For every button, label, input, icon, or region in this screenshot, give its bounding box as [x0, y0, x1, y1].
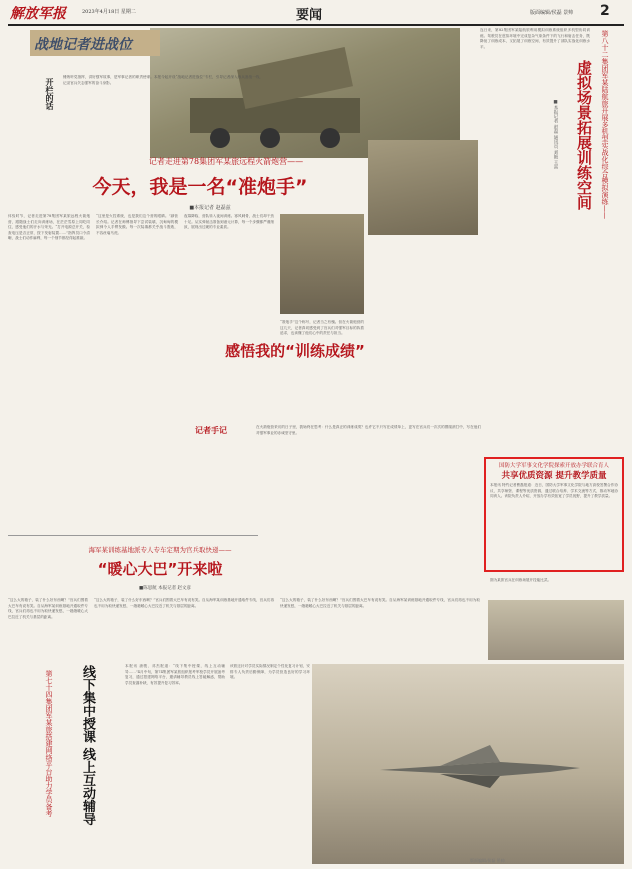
photo-caption: 图为某旅官兵在训练场展开技能比武。 [490, 578, 552, 582]
side-story-body: 连日来，第82集团军某陆航旅利用模拟训练系统组织多机型协同训练。驾驶员在虚拟环境中完成复杂气象条件下的飞行和射击任务，既降低了训练成本，又拓展了训练空间，有效提升了部队实战化训练水平。 [480, 28, 590, 49]
bottom-body-continued: 该旅还针对学员实际情况制定个性化复习计划，安排专人负责后勤保障，为学员营造良好的学习环境。 [230, 664, 310, 680]
page-editors: 版面编辑/侯磊 景帅 [530, 10, 574, 16]
notes-headline: 感悟我的“训练成绩” [225, 342, 365, 360]
side-story-kicker: 第八十二集团军某陆航旅开展多机型实战化综合模拟演练—— [601, 30, 609, 219]
lead-column: “这里是火控系统，也是我们这个营的眼睛。”副营长介绍。记者在师傅指导下尝试装填，沉甸甸的模拟弹令人手臂发酸。每一次装填都关乎战斗胜败，不容丝毫马虎。 [96, 214, 178, 235]
column-banner [30, 30, 160, 56]
side-story-byline: ■本报记者 赵磊 通讯员 刘艳 王雷 [553, 100, 558, 170]
issue-date: 2023年4月18日 星期二 [82, 9, 136, 15]
section-divider [8, 535, 258, 536]
second-column: “这么大的箱子，装了什么好东西啊？”官兵们围着大巴车有说有笑。自从海军某训练基地开通取件专线，官兵们再也不用为取快递发愁，一趟趟暖心大巴拉近了机关与基层的距离。 [280, 598, 480, 608]
second-column: “这么大的箱子，装了什么好东西啊？”官兵们围着大巴车有说有笑。自从海军某训练基地开通取件专线，官兵们再也不用为取快递发愁，一趟趟暖心大巴拉近了机关与基层的距离。 [8, 598, 88, 619]
newspaper-logo: 解放军报 [10, 6, 66, 22]
second-byline: ■陈思航 本报记者 赵文彦 [138, 586, 192, 591]
competition-photo [488, 600, 624, 660]
footer-note: 版面编辑/侯磊 景帅 [470, 858, 505, 863]
lead-column: 夜幕降临，营队转入夜间训练。寒风刺骨，战士们却干劲十足。从实弹射击准备到诸元计算，每一个步骤都严谨细致，展现出过硬的专业素质。 [184, 214, 274, 230]
second-column: “这么大的箱子，装了什么好东西啊？”官兵们围着大巴车有说有笑。自从海军某训练基地开通取件专线，官兵们再也不用为取快递发愁，一趟趟暖心大巴拉近了机关与基层的距离。 [94, 598, 274, 608]
second-headline: “暖心大巴”开来啦 [97, 560, 223, 578]
page-number: 2 [600, 3, 610, 19]
lead-column: 体验时节，记者走进第78集团军某旅远程火箭炮营，跟随战士们走向训练场，在茫茫雪原上同吃同住，感受他们的汗水与荣光。“打开电源总开关，检查电压是否正常，按下发射装置……”指挥员口令清晰，战士们动作麻利，每一个细节都经得起推敲。 [8, 214, 90, 241]
notes-badge: 记者手记 [195, 425, 227, 435]
column-banner-title: 战地记者进战位 [34, 37, 132, 53]
preface-label: 开栏的话 [45, 78, 55, 110]
highlight-kicker: 国防大学军事文化学院探索开放办学联合育人 [498, 463, 609, 469]
bottom-body: 本报讯 唐骏、邓杰报道：“线下集中授课，线上互动辅导……”4月中旬，第74集团军某旅组织报考军校学员开展备考复习，通过搭建网络平台，邀请辅导教员线上答疑解惑，帮助学员查漏补缺，有效提升复习效率。 [125, 664, 225, 685]
lead-column: “准炮手”这个称号，记者当之有愧。但在火箭炮营的这几天，记者真切感受到了官兵们对强军目标的执着追求，也读懂了他们心中的责任与担当。 [280, 320, 364, 336]
preface-text: 锤炼听党指挥，讲好强军故事，是军事记者的职责使命。本报今起开设“战地记者进战位”专栏，引导记者深入练兵备战一线，记录官兵矢志强军的奋斗身影。 [63, 75, 263, 85]
header-rule [8, 24, 624, 26]
section-title: 要闻 [296, 8, 323, 23]
bottom-kicker: 第七十四集团军某旅搭建网络平台助力学员备考 [45, 670, 53, 817]
training-photo [368, 140, 478, 235]
second-kicker: 海军某训练基地派专人专车定期为官兵取快递—— [88, 546, 232, 554]
highlight-body: 本报讯 特约记者曹磊报道：近日，国防大学军事文化学院与地方高校签署合作协议，共享师资、课程等优质资源，通过联合培养、学术交流等方式，推动军地协同育人。该院负责人介绍，开放办学有效拓宽了学员视野，提升了教学质量。 [490, 483, 618, 499]
bottom-headline: 线下集中授课 线上互动辅导 [80, 665, 95, 826]
highlight-headline: 共享优质资源 提升教学质量 [501, 471, 607, 481]
lead-kicker: 记者走进第78集团军某旅远程火箭炮营—— [148, 157, 304, 166]
side-story-headline: 虚拟场景拓展训练空间 [575, 60, 593, 210]
fighter-jet-icon [380, 740, 580, 790]
lead-byline: ■本报记者 赵磊兹 [189, 205, 231, 211]
soldier-photo [280, 214, 364, 314]
notes-body: 在火箭炮营采访的日子里，我始终在思考：什么是真正的训练成绩？也许它不只写在成绩单上，更写在官兵们一次次的摸爬滚打中，写在他们对强军事业的赤诚坚守里。 [256, 425, 481, 435]
lead-headline: 今天，我是一名“准炮手” [92, 176, 308, 198]
